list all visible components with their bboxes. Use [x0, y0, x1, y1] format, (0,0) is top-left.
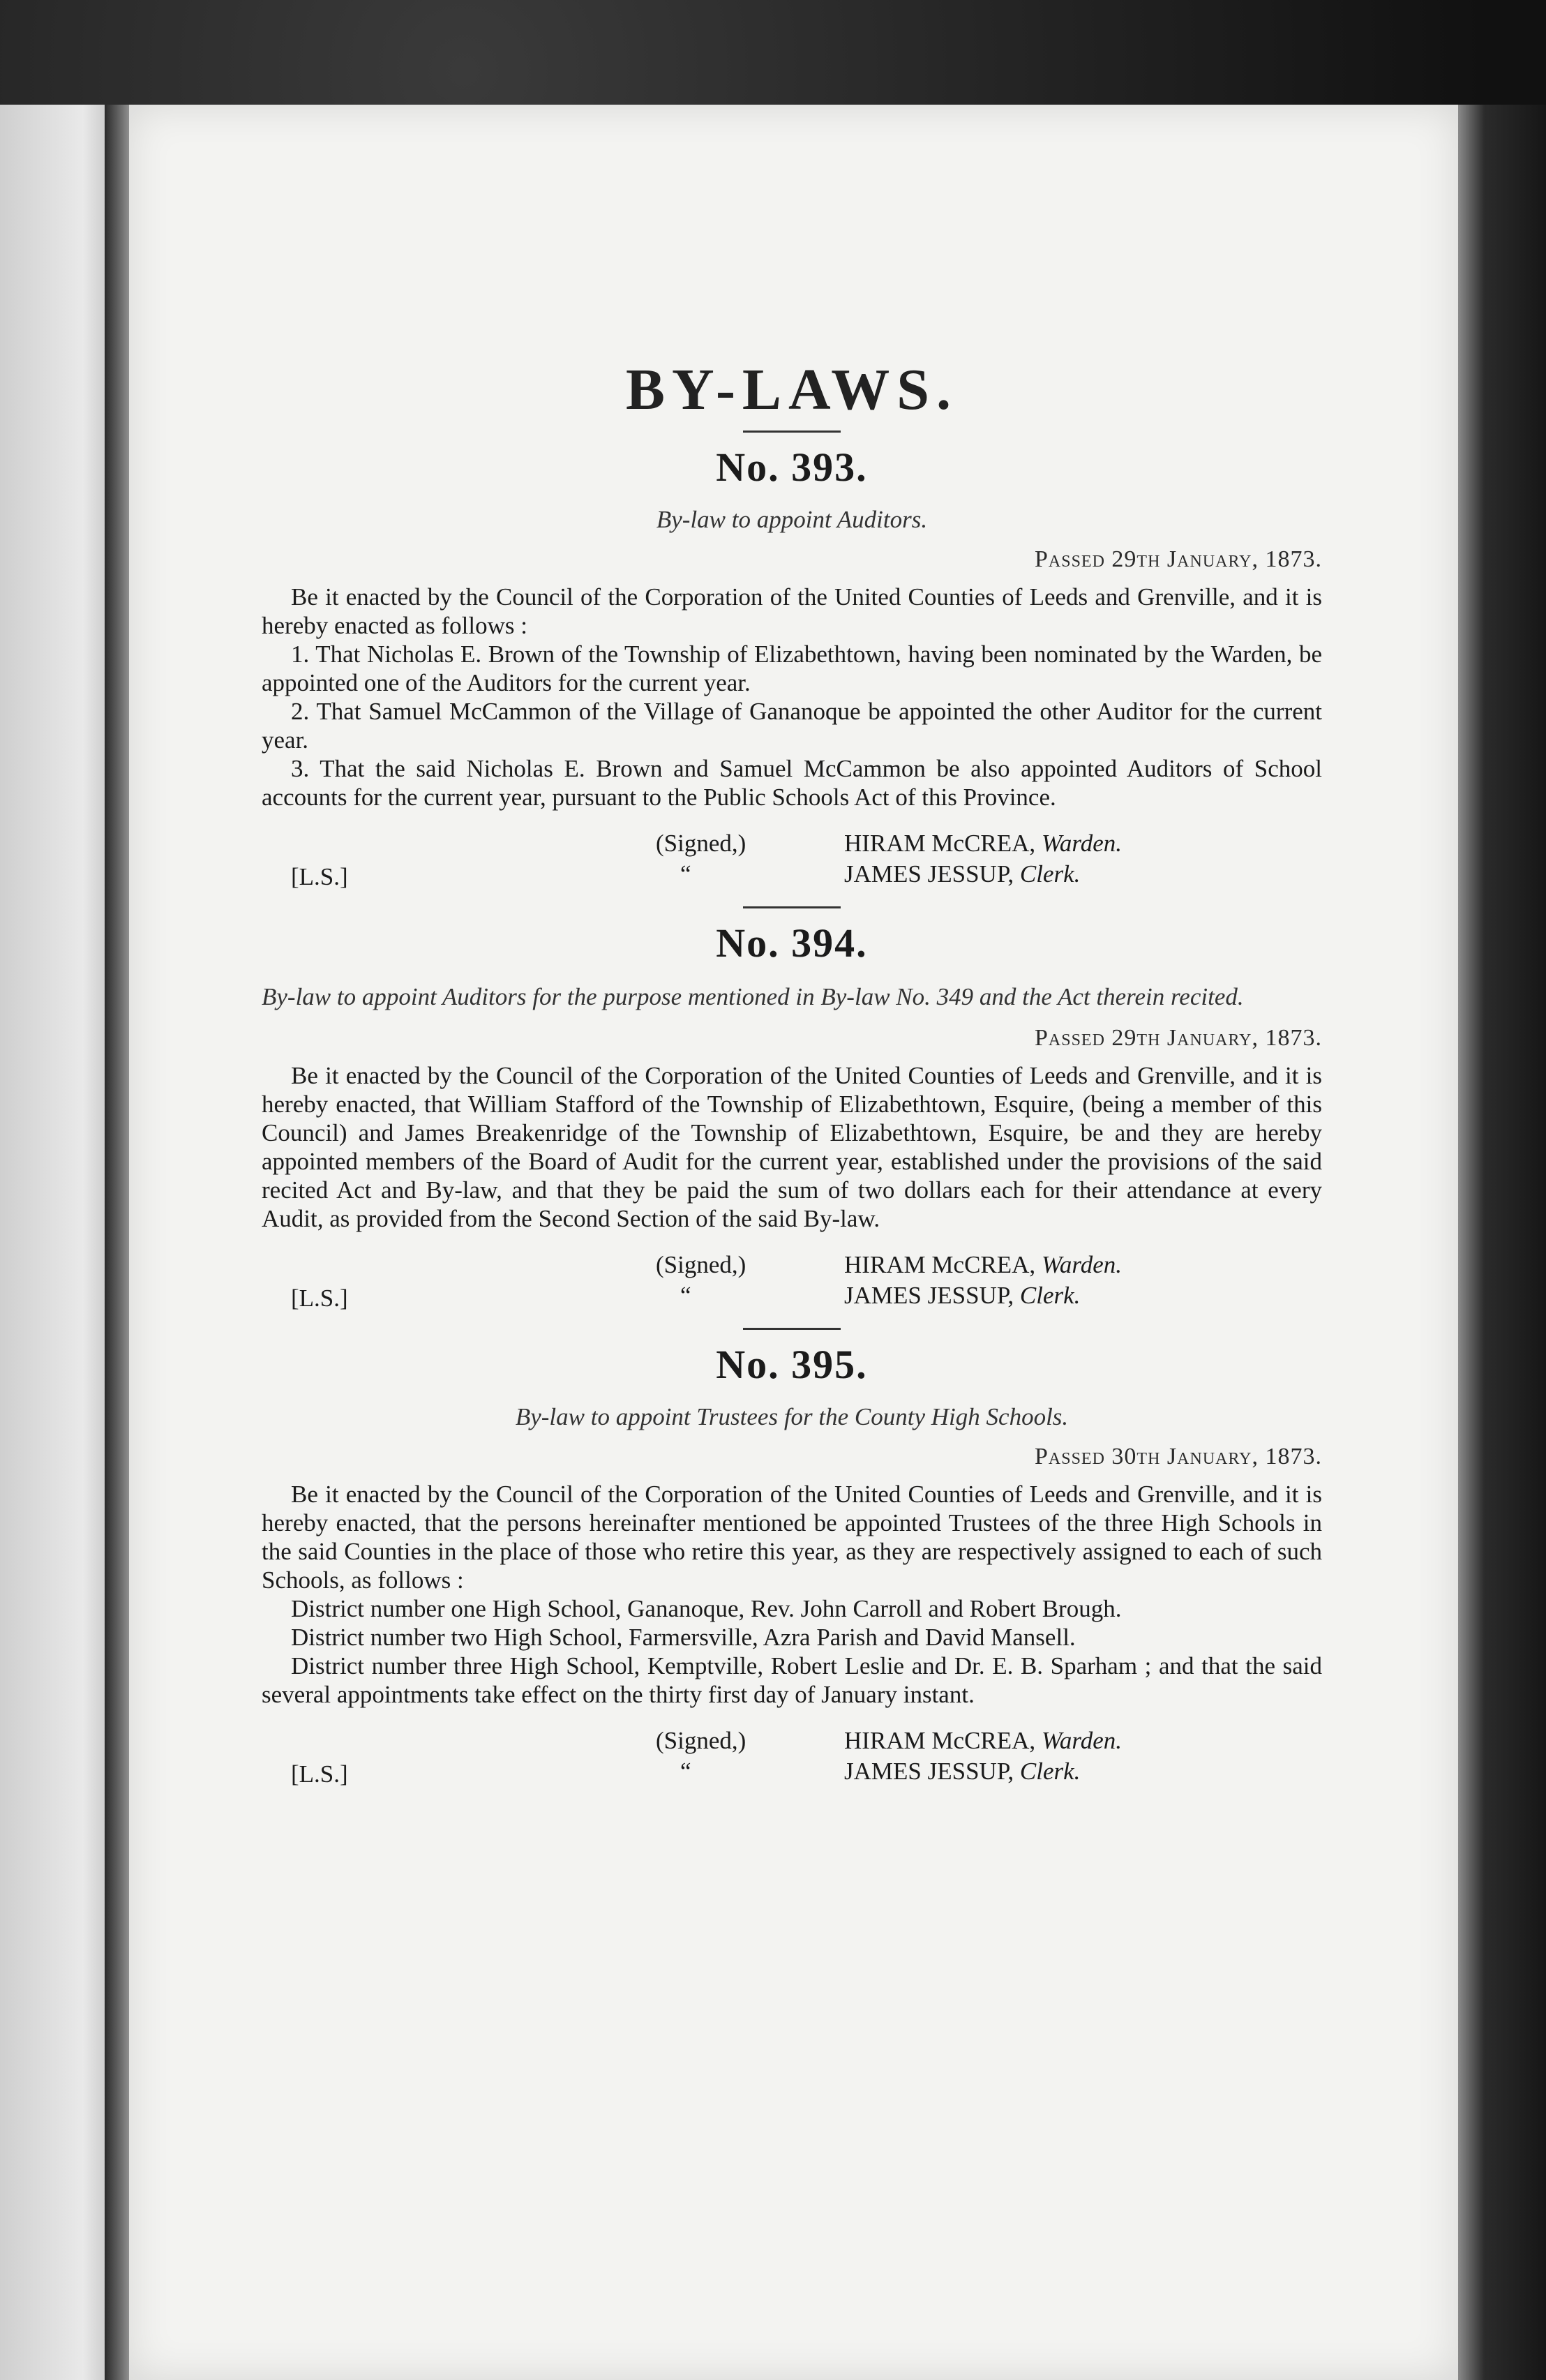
page-content	[262, 356, 1322, 1804]
ditto-mark: “	[680, 1758, 691, 1785]
warden-title: Warden.	[1041, 1727, 1122, 1754]
facing-page-edge	[0, 105, 119, 2380]
warden-signature	[844, 1251, 1122, 1279]
section-rule	[743, 1328, 841, 1330]
page-right-edge	[1458, 105, 1546, 2380]
passed-label: Passed 29th January,	[1035, 546, 1259, 572]
seal-mark: [L.S.]	[291, 1285, 348, 1312]
warden-name: HIRAM McCREA,	[844, 1727, 1036, 1754]
passed-date	[262, 546, 1322, 573]
clause-1: 1. That Nicholas E. Brown of the Township of Elizabethtown, having been nominated by the Warden, be appointed one of the Auditors for the current year.	[262, 641, 1322, 696]
passed-year: 1873.	[1265, 1025, 1322, 1051]
signature-block	[262, 830, 1322, 897]
bylaw-number: No. 394.	[716, 920, 868, 966]
warden-title: Warden.	[1041, 830, 1122, 857]
district-one: District number one High School, Gananoque, Rev. John Carroll and Robert Brough.	[291, 1595, 1122, 1622]
bylaw-subtitle: By-law to appoint Trustees for the County High Schools.	[515, 1403, 1069, 1430]
clerk-name: JAMES JESSUP,	[844, 1758, 1014, 1785]
bylaw-393	[262, 444, 1322, 908]
signed-label: (Signed,)	[656, 1727, 746, 1754]
title-rule	[743, 431, 841, 433]
enactment-paragraph: Be it enacted by the Council of the Corporation of the United Counties of Leeds and Grenville, and it is hereby enacted, that the persons hereinafter mentioned be appointed Trustees of the three High Schools in the said Counties in the place of those who retire this year, as they are respectively assigned to each of such Schools, as follows :	[262, 1481, 1322, 1594]
section-rule	[743, 906, 841, 908]
bylaw-subtitle: By-law to appoint Auditors.	[656, 506, 928, 533]
passed-label: Passed 30th January,	[1035, 1444, 1259, 1469]
bylaw-395	[262, 1341, 1322, 1794]
passed-year: 1873.	[1265, 546, 1322, 572]
enactment-paragraph: Be it enacted by the Council of the Corporation of the United Counties of Leeds and Grenville, and it is hereby enacted as follows :	[262, 583, 1322, 639]
signed-label: (Signed,)	[656, 1251, 746, 1278]
passed-year: 1873.	[1265, 1444, 1322, 1469]
clerk-signature	[844, 1282, 1080, 1310]
clause-2: 2. That Samuel McCammon of the Village of Gananoque be appointed the other Auditor for the current year.	[262, 698, 1322, 754]
bylaw-subtitle: By-law to appoint Auditors for the purpose mentioned in By-law No. 349 and the Act therein recited.	[262, 983, 1244, 1010]
district-two: District number two High School, Farmersville, Azra Parish and David Mansell.	[291, 1624, 1076, 1651]
signature-block	[262, 1727, 1322, 1794]
warden-signature	[844, 1727, 1122, 1755]
clerk-signature	[844, 860, 1080, 888]
document-page	[129, 105, 1458, 2380]
district-three: District number three High School, Kemptville, Robert Leslie and Dr. E. B. Sparham ; and that the said several appointments take effect on the thirty first day of January instant.	[262, 1652, 1322, 1708]
clerk-title: Clerk.	[1019, 1758, 1081, 1785]
seal-mark: [L.S.]	[291, 1760, 348, 1788]
warden-name: HIRAM McCREA,	[844, 830, 1036, 857]
clerk-signature	[844, 1758, 1080, 1786]
clerk-name: JAMES JESSUP,	[844, 860, 1014, 888]
seal-mark: [L.S.]	[291, 863, 348, 890]
warden-title: Warden.	[1041, 1251, 1122, 1278]
warden-signature	[844, 830, 1122, 858]
signed-label: (Signed,)	[656, 830, 746, 857]
passed-date	[262, 1025, 1322, 1051]
passed-label: Passed 29th January,	[1035, 1025, 1259, 1051]
book-gutter	[105, 105, 131, 2380]
warden-name: HIRAM McCREA,	[844, 1251, 1036, 1278]
signature-block	[262, 1251, 1322, 1318]
ditto-mark: “	[680, 860, 691, 888]
enactment-paragraph: Be it enacted by the Council of the Corporation of the United Counties of Leeds and Grenville, and it is hereby enacted, that William Stafford of the Township of Elizabethtown, Esquire, (being a member of this Council) and James Breakenridge of the Township of Elizabethtown, Esquire, be and they are hereby appointed members of the Board of Audit for the current year, established under the provisions of the said recited Act and By-law, and that they be paid the sum of two dollars each for their attendance at every Audit, as provided from the Second Section of the said By-law.	[262, 1062, 1322, 1232]
ditto-mark: “	[680, 1282, 691, 1309]
clause-3: 3. That the said Nicholas E. Brown and Samuel McCammon be also appointed Auditors of School accounts for the current year, pursuant to the Public Schools Act of this Province.	[262, 755, 1322, 811]
bylaw-394	[262, 920, 1322, 1330]
page-title: BY-LAWS.	[625, 357, 959, 422]
passed-date	[262, 1444, 1322, 1470]
clerk-title: Clerk.	[1019, 1282, 1081, 1309]
bylaw-number: No. 393.	[716, 444, 868, 490]
clerk-title: Clerk.	[1019, 860, 1081, 888]
clerk-name: JAMES JESSUP,	[844, 1282, 1014, 1309]
bylaw-number: No. 395.	[716, 1342, 868, 1387]
